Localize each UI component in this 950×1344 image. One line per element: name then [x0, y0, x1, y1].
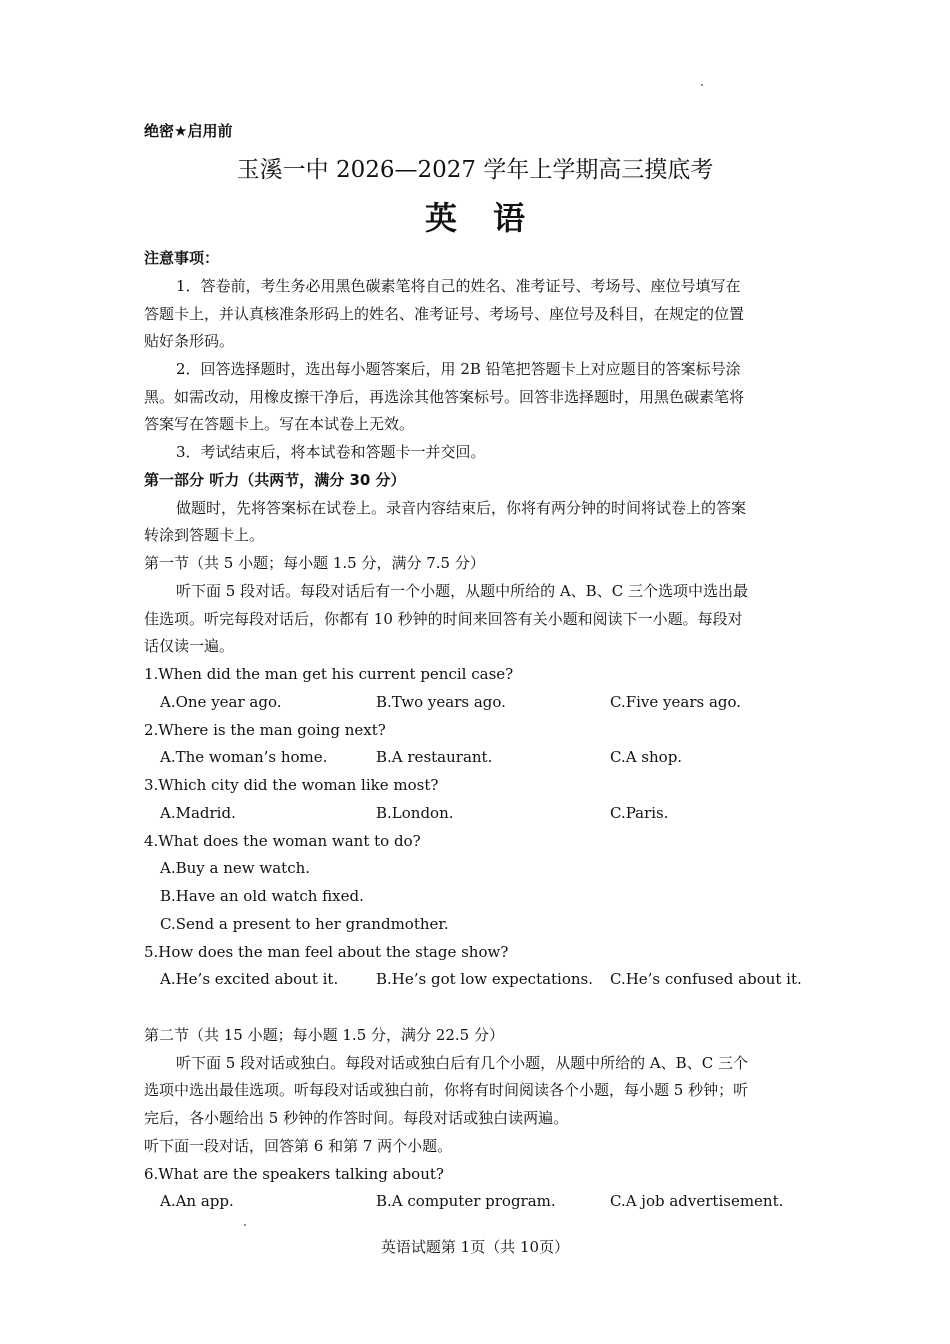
notice-line: 3．考试结束后，将本试卷和答题卡一并交回。: [176, 443, 486, 461]
q6-option-a: A.An app.: [160, 1192, 234, 1210]
question-6: 6.What are the speakers talking about?: [144, 1165, 444, 1183]
notice-line: 答题卡上，并认真核准条形码上的姓名、准考证号、考场号、座位号及科目，在规定的位置: [144, 305, 745, 323]
q2-option-c: C.A shop.: [610, 748, 683, 766]
q2-option-a: A.The woman’s home.: [160, 748, 328, 766]
q1-option-b: B.Two years ago.: [376, 693, 506, 711]
section1-heading: 第一节（共 5 小题；每小题 1.5 分，满分 7.5 分）: [144, 554, 485, 572]
q6-option-b: B.A computer program.: [376, 1192, 556, 1210]
q4-option-c: C.Send a present to her grandmother.: [160, 915, 449, 933]
q1-option-a: A.One year ago.: [160, 693, 282, 711]
notice-line: 答案写在答题卡上。写在本试卷上无效。: [144, 415, 415, 433]
notice-heading: 注意事项：: [144, 249, 220, 267]
q3-option-b: B.London.: [376, 804, 454, 822]
group-intro: 听下面一段对话，回答第 6 和第 7 两个小题。: [144, 1137, 453, 1155]
question-3: 3.Which city did the woman like most?: [144, 776, 439, 794]
notice-line: 2．回答选择题时，选出每小题答案后，用 2B 铅笔把答题卡上对应题目的答案标号涂: [176, 360, 741, 378]
notice-line: 贴好条形码。: [144, 332, 235, 350]
part1-heading: 第一部分 听力（共两节，满分 30 分）: [144, 471, 406, 489]
part1-intro: 转涂到答题卡上。: [144, 526, 265, 544]
section1-instructions: 佳选项。听完每段对话后，你都有 10 秒钟的时间来回答有关小题和阅读下一小题。每段对: [144, 610, 743, 628]
q4-option-a: A.Buy a new watch.: [160, 859, 311, 877]
question-1: 1.When did the man get his current pencil case?: [144, 665, 514, 683]
part1-intro: 做题时，先将答案标在试卷上。录音内容结束后，你将有两分钟的时间将试卷上的答案: [176, 499, 747, 517]
speck-top-right: [701, 84, 703, 86]
q1-option-c: C.Five years ago.: [610, 693, 742, 711]
q3-option-a: A.Madrid.: [160, 804, 236, 822]
q5-option-a: A.He’s excited about it.: [160, 970, 339, 988]
q5-option-b: B.He’s got low expectations.: [376, 970, 594, 988]
section2-heading: 第二节（共 15 小题；每小题 1.5 分，满分 22.5 分）: [144, 1026, 504, 1044]
section1-instructions: 话仅读一遍。: [144, 637, 235, 655]
question-5: 5.How does the man feel about the stage show?: [144, 943, 509, 961]
section2-instructions: 选项中选出最佳选项。听每段对话或独白前，你将有时间阅读各个小题，每小题 5 秒钟；听: [144, 1081, 749, 1099]
exam-title: 玉溪一中 2026—2027 学年上学期高三摸底考: [236, 157, 714, 183]
page-footer: 英语试题第 1页（共 10页）: [380, 1238, 570, 1256]
q4-option-b: B.Have an old watch fixed.: [160, 887, 364, 905]
question-4: 4.What does the woman want to do?: [144, 832, 421, 850]
q6-option-c: C.A job advertisement.: [610, 1192, 784, 1210]
secrecy-label: 绝密★启用前: [144, 122, 233, 140]
speck-bottom: [244, 1224, 246, 1226]
q2-option-b: B.A restaurant.: [376, 748, 493, 766]
section2-instructions: 听下面 5 段对话或独白。每段对话或独白后有几个小题，从题中所给的 A、B、C 三个: [176, 1054, 748, 1072]
q3-option-c: C.Paris.: [610, 804, 669, 822]
section2-instructions: 完后，各小题给出 5 秒钟的作答时间。每段对话或独白读两遍。: [144, 1109, 569, 1127]
q5-option-c: C.He’s confused about it.: [610, 970, 802, 988]
notice-line: 黑。如需改动，用橡皮擦干净后，再选涂其他答案标号。回答非选择题时，用黑色碳素笔将: [144, 388, 745, 406]
notice-line: 1．答卷前，考生务必用黑色碳素笔将自己的姓名、准考证号、考场号、座位号填写在: [176, 277, 741, 295]
question-2: 2.Where is the man going next?: [144, 721, 386, 739]
section1-instructions: 听下面 5 段对话。每段对话后有一个小题，从题中所给的 A、B、C 三个选项中选出最: [176, 582, 748, 600]
subject-title: 英语: [424, 199, 561, 237]
